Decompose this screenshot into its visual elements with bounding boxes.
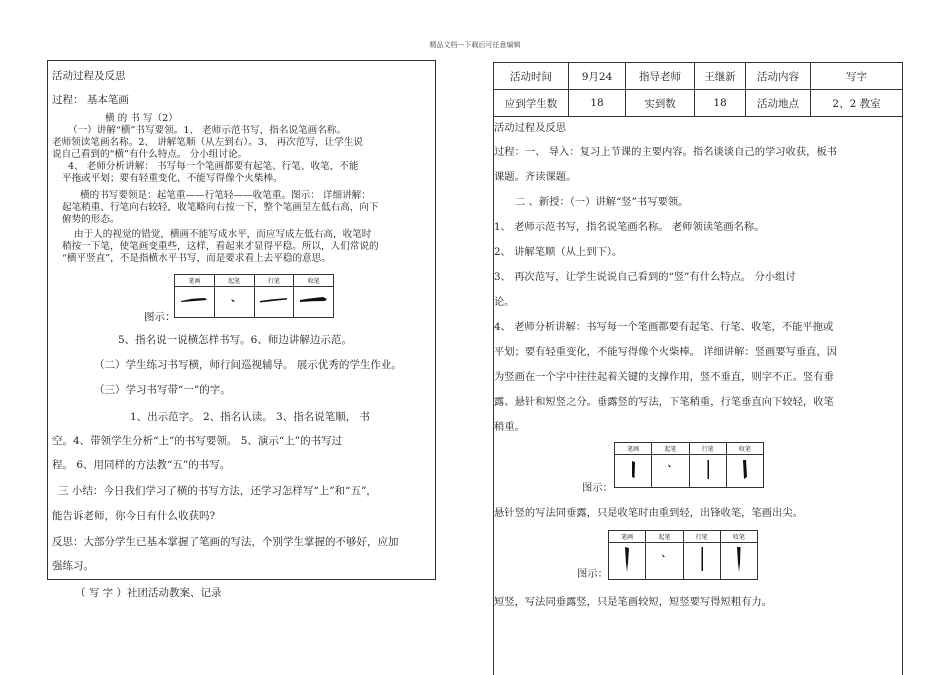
right-line: 悬针竖的写法同垂露，只是收笔时由重到轻，出锋收笔，笔画出尖。 xyxy=(494,507,803,519)
info-cell: 9月24 xyxy=(569,63,626,90)
stroke-header: 行笔 xyxy=(683,531,720,543)
info-cell: 应到学生数 xyxy=(494,90,569,117)
stroke-header: 笔画 xyxy=(615,443,652,455)
heng-stroke-start xyxy=(214,287,254,318)
horizontal-stroke-diagram xyxy=(174,274,334,318)
info-cell: 王继新 xyxy=(695,63,746,90)
info-cell: 2、2 教室 xyxy=(811,90,903,117)
stroke-header: 起笔 xyxy=(214,275,254,287)
xuanzhen-stroke-full xyxy=(609,543,646,580)
heng-stroke-full xyxy=(175,287,215,318)
page-header: 精品文档---下载后可任意编辑 xyxy=(429,41,521,49)
left-line: 能告诉老师，你今日有什么收获吗? xyxy=(52,510,216,522)
xuanzhen-stroke-move xyxy=(683,543,720,580)
right-line: 平划；要有轻重变化，不能写得像个火柴棒。 详细讲解：竖画要写垂直，因 xyxy=(494,346,838,358)
right-line: 1、 老师示范书写，指名说笔画名称。 老师领读笔画名称。 xyxy=(494,221,765,233)
left-line: 由于人的视觉的错觉，横画不能写成水平，而应写成左低右高，收笔时 xyxy=(74,229,372,240)
left-line: 反思：大部分学生已基本掌握了笔画的写法，个别学生掌握的不够好，应加 xyxy=(52,536,399,548)
right-line: 稍重。 xyxy=(494,421,525,433)
right-line: 为竖画在一个字中往往起着关键的支撑作用，竖不垂直，则字不正。竖有垂 xyxy=(494,371,834,383)
info-cell: 18 xyxy=(695,90,746,117)
activity-info-table xyxy=(493,62,903,117)
shu-stroke-move xyxy=(689,455,726,488)
left-line: 强练习。 xyxy=(52,560,94,572)
heng-stroke-move xyxy=(254,287,294,318)
left-line: （二）学生练习书写横，师行间巡视辅导。 展示优秀的学生作业。 xyxy=(94,359,402,371)
info-cell: 18 xyxy=(569,90,626,117)
left-line: 俯势的形态。 xyxy=(62,214,120,225)
stroke-header: 收笔 xyxy=(294,275,334,287)
stroke-header: 起笔 xyxy=(646,531,683,543)
right-line: 二 、新授：（一）讲解“竖”书写要领。 xyxy=(515,196,689,208)
info-cell: 指导老师 xyxy=(626,63,695,90)
left-line: 老师领读笔画名称。2、 讲解笔顺（从左到右）。3、 再次范写，让学生说 xyxy=(52,137,363,148)
document-caption: （ 写 字 ）社团活动教案、记录 xyxy=(75,587,222,599)
right-line: 论。 xyxy=(494,296,515,308)
right-line: 3、 再次范写，让学生说说自己看到的“竖”有什么特点。 分小组讨 xyxy=(494,271,796,283)
stroke-header: 收笔 xyxy=(720,531,757,543)
left-line: 5、指名说一说横怎样书写。6、师边讲解边示范。 xyxy=(118,334,352,346)
vertical-chuilu-stroke-diagram xyxy=(614,442,764,488)
heng-stroke-end xyxy=(294,287,334,318)
info-cell: 写字 xyxy=(811,63,903,90)
left-line: 程。 6、用同样的方法教“五”的书写。 xyxy=(52,459,231,471)
right-line: 活动过程及反思 xyxy=(494,122,567,134)
shu-stroke-start xyxy=(652,455,689,488)
left-line: （一）讲解“横”书写要领。1、 老师示范书写，指名说笔画名称。 xyxy=(68,125,346,136)
left-line: 过程： 基本笔画 xyxy=(52,94,129,106)
info-cell: 活动内容 xyxy=(746,63,811,90)
stroke-header: 起笔 xyxy=(652,443,689,455)
right-line: 图示： xyxy=(577,568,608,580)
xuanzhen-stroke-end xyxy=(720,543,757,580)
info-cell: 实到数 xyxy=(626,90,695,117)
left-line: 说自己看到的“横”有什么特点。 分小组讨论。 xyxy=(52,149,248,160)
left-line: “横平竖直”，不是指横水平书写，而是要求看上去平稳的意思。 xyxy=(62,253,331,264)
right-line: 过程：一、 导入：复习上节课的主要内容。指名谈谈自己的学习收获，板书 xyxy=(494,146,838,158)
left-line: （三）学习书写带“一”的字。 xyxy=(94,384,231,396)
left-line: 空。4、带领学生分析“上”的书写要领。 5、演示“上”的书写过 xyxy=(52,435,343,447)
left-line: 横 的 书 写（2） xyxy=(105,113,178,124)
left-line: 起笔稍重、行笔向右较轻，收笔略向右按一下，整个笔画呈左低右高，向下 xyxy=(62,202,379,213)
info-cell: 活动地点 xyxy=(746,90,811,117)
left-line: 稍按一下笔，使笔画变重些，这样，看起来才显得平稳。所以，人们常说的 xyxy=(62,241,379,252)
vertical-xuanzhen-stroke-diagram xyxy=(608,530,758,580)
stroke-header: 收笔 xyxy=(726,443,763,455)
right-line: 短竖，写法同垂露竖，只是笔画较短，短竖要写得短粗有力。 xyxy=(494,596,773,608)
left-line: 三 小结：今日我们学习了横的书写方法，还学习怎样写“上”和“五”， xyxy=(58,485,377,497)
left-line: 活动过程及反思 xyxy=(52,70,126,82)
xuanzhen-stroke-start xyxy=(646,543,683,580)
left-line: 平拖或平划；要有轻重变化，不能写得像个火柴棒。 xyxy=(62,173,283,184)
shu-stroke-full xyxy=(615,455,652,488)
left-line: 4、 老师分析讲解： 书写每一个笔画都要有起笔、行笔、收笔，不能 xyxy=(68,161,359,172)
left-line: 1、出示范字。 2、指名认读。 3、指名说笔顺， 书 xyxy=(130,411,371,423)
right-line: 课题。齐读课题。 xyxy=(494,171,577,183)
left-line: 图示： xyxy=(144,311,176,323)
right-line: 图示： xyxy=(582,482,613,494)
stroke-header: 行笔 xyxy=(689,443,726,455)
stroke-header: 笔画 xyxy=(175,275,215,287)
info-cell: 活动时间 xyxy=(494,63,569,90)
left-line: 横的书写要领是：起笔重——行笔轻——收笔重。图示： 详细讲解： xyxy=(80,190,371,201)
right-line: 露、悬针和短竖之分。垂露竖的写法，下笔稍重，行笔垂直向下较轻，收笔 xyxy=(494,396,834,408)
shu-stroke-end xyxy=(726,455,763,488)
right-line: 4、 老师分析讲解：书写每一个笔画都要有起笔、行笔、收笔，不能平拖或 xyxy=(494,321,834,333)
stroke-header: 行笔 xyxy=(254,275,294,287)
right-line: 2、 讲解笔顺（从上到下）。 xyxy=(494,246,623,258)
stroke-header: 笔画 xyxy=(609,531,646,543)
